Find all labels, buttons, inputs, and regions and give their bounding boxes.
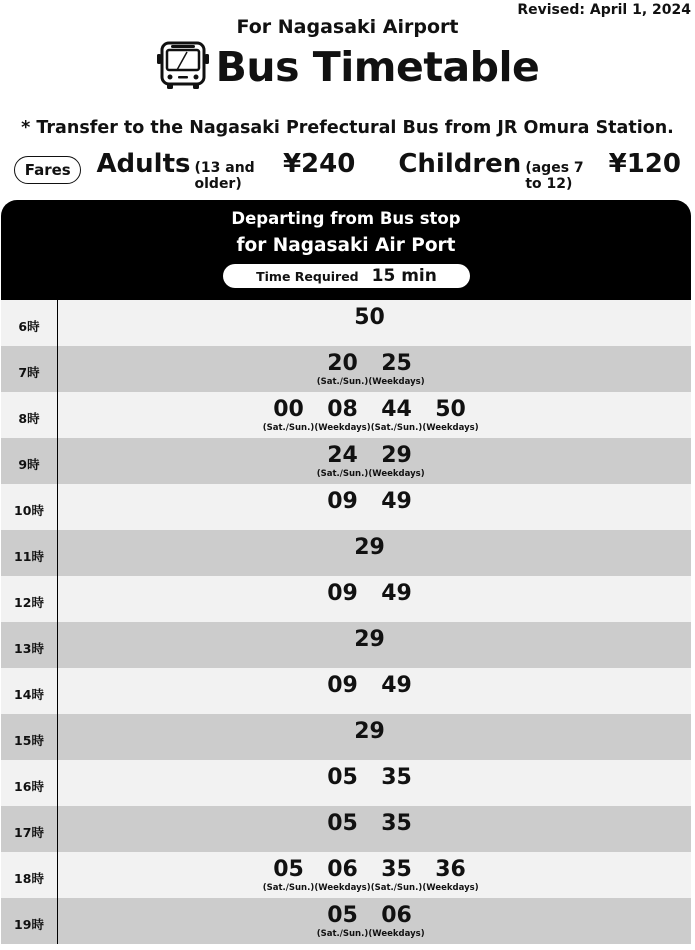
departure [316,765,370,791]
departure-note: (Weekdays) [368,929,425,939]
departure-minute: 09 [327,673,358,698]
departure [370,857,424,893]
departure-note: (Weekdays) [422,883,479,893]
departure-minute: 05 [327,903,358,928]
departure-minute: 08 [327,397,358,422]
timetable-row [1,300,691,346]
departure [316,443,370,479]
adults-price: ¥240 [282,148,356,179]
departure [262,857,316,893]
departure-minute: 50 [354,305,385,330]
timetable-row [1,576,691,622]
departures-cell [58,714,691,760]
timetable-row [1,806,691,852]
departures-cell [58,576,691,622]
hour-cell: 11時 [1,530,58,576]
timetable-row [1,668,691,714]
departure [370,397,424,433]
departures-cell [58,898,691,944]
departure-note: (Sat./Sun.) [316,377,369,387]
revised-date: Revised: April 1, 2024 [517,2,691,18]
timetable-row [1,622,691,668]
departure-minute: 29 [381,443,412,468]
departure-minute: 05 [273,857,304,882]
departures-cell [58,300,691,346]
departures-cell [58,346,691,392]
hour-cell: 8時 [1,392,58,438]
departure [316,811,370,837]
departures-cell [58,760,691,806]
departures-cell [58,668,691,714]
departure [370,765,424,791]
departure-note: (Sat./Sun.) [370,423,423,433]
departure [370,811,424,837]
departure-note: (Weekdays) [422,423,479,433]
departures-cell [58,530,691,576]
hour-cell: 16時 [1,760,58,806]
departure [316,397,370,433]
adults-label: Adults [96,148,191,179]
departure-note: (Weekdays) [314,883,371,893]
departure [424,397,478,433]
timetable-row [1,714,691,760]
departure-minute: 29 [354,627,385,652]
departure [316,903,370,939]
timetable-row [1,852,691,898]
timetable-row [1,898,691,944]
departures-cell [58,484,691,530]
departure-minute: 29 [354,535,385,560]
departure-minute: 20 [327,351,358,376]
hour-cell: 18時 [1,852,58,898]
child-fare [398,149,681,192]
departure-minute: 05 [327,765,358,790]
departure [316,673,370,699]
fares-row [14,148,681,192]
hour-cell: 13時 [1,622,58,668]
hour-cell: 6時 [1,300,58,346]
departure-minute: 09 [327,489,358,514]
departure-minute: 00 [273,397,304,422]
children-price: ¥120 [608,148,681,179]
time-required-pill [223,264,470,288]
departure-minute: 09 [327,581,358,606]
departure-minute: 35 [381,765,412,790]
departure [370,489,424,515]
departure [316,857,370,893]
departure [316,581,370,607]
departures-cell [58,622,691,668]
departure-note: (Sat./Sun.) [316,469,369,479]
hour-cell: 10時 [1,484,58,530]
departure-minute: 06 [381,903,412,928]
timetable-row [1,484,691,530]
departure [370,443,424,479]
departure-note: (Weekdays) [368,377,425,387]
departures-cell [58,852,691,898]
departures-cell [58,392,691,438]
timetable-header [1,200,691,300]
adult-fare [96,149,355,192]
departure-minute: 35 [381,857,412,882]
departure-note: (Weekdays) [314,423,371,433]
departure [343,305,397,331]
hour-cell: 7時 [1,346,58,392]
departure-minute: 49 [381,673,412,698]
departures-cell [58,438,691,484]
hour-cell: 14時 [1,668,58,714]
children-label: Children [398,148,522,179]
departure [370,673,424,699]
hour-cell: 19時 [1,898,58,944]
departure [316,489,370,515]
fares-badge: Fares [14,156,81,184]
transfer-note: * Transfer to the Nagasaki Prefectural Bus from JR Omura Station. [21,118,674,138]
hour-cell: 15時 [1,714,58,760]
departure-note: (Sat./Sun.) [316,929,369,939]
departure-note: (Sat./Sun.) [262,423,315,433]
time-required-label: Time Required [256,268,359,284]
departure-minute: 44 [381,397,412,422]
adults-age: (13 and older) [194,159,255,192]
departure-minute: 35 [381,811,412,836]
timetable-row [1,438,691,484]
timetable-row [1,530,691,576]
header-line-1: Departing from Bus stop [231,209,461,228]
time-required-value: 15 min [371,266,437,286]
departure-minute: 25 [381,351,412,376]
departure-minute: 24 [327,443,358,468]
departure [343,719,397,745]
page-subtitle: For Nagasaki Airport [236,16,459,38]
departure-minute: 49 [381,581,412,606]
departure-note: (Sat./Sun.) [262,883,315,893]
hour-cell: 17時 [1,806,58,852]
departure-minute: 05 [327,811,358,836]
children-age: (ages 7 to 12) [525,159,584,192]
departure [343,535,397,561]
timetable-row [1,346,691,392]
departure [370,581,424,607]
departure [424,857,478,893]
departure-note: (Weekdays) [368,469,425,479]
bus-icon [156,40,210,94]
timetable-row [1,392,691,438]
hour-cell: 9時 [1,438,58,484]
departure-minute: 49 [381,489,412,514]
title-row [0,40,695,94]
timetable-rows [1,300,691,944]
departure-minute: 36 [435,857,466,882]
departure-minute: 29 [354,719,385,744]
departure [262,397,316,433]
departure [316,351,370,387]
header-line-2: for Nagasaki Air Port [236,235,456,256]
departure-minute: 06 [327,857,358,882]
hour-cell: 12時 [1,576,58,622]
page-title: Bus Timetable [215,43,540,91]
departure [370,351,424,387]
departure-note: (Sat./Sun.) [370,883,423,893]
departure [370,903,424,939]
departure [343,627,397,653]
departure-minute: 50 [435,397,466,422]
departures-cell [58,806,691,852]
timetable-row [1,760,691,806]
